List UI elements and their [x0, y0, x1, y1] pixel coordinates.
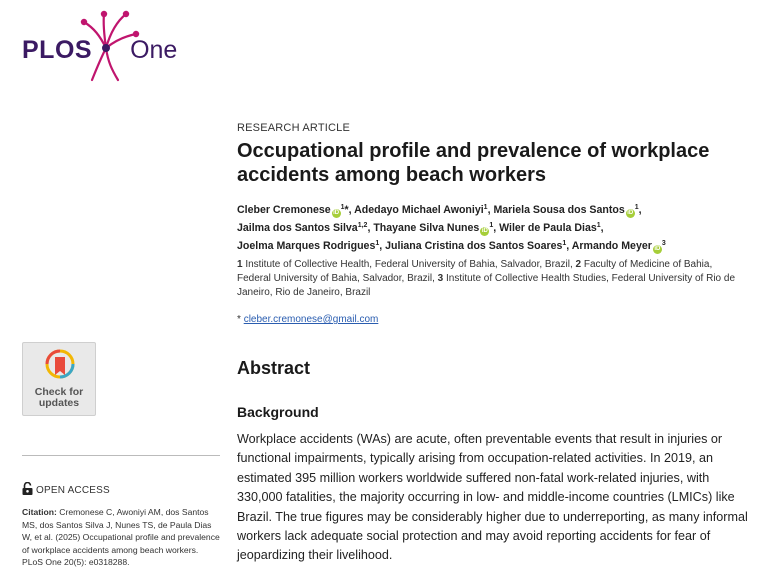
- check-for-updates-label: [23, 387, 95, 409]
- correspondence: [237, 314, 378, 325]
- author-separator: ,: [600, 222, 604, 234]
- author-separator: ,: [493, 222, 500, 234]
- author-separator: ,: [379, 240, 386, 252]
- author-affiliation-sup: 1: [489, 222, 494, 229]
- author-affiliation-sup: 1: [596, 222, 601, 229]
- open-access-text: OPEN ACCESS: [36, 485, 110, 496]
- affiliation-text: Institute of Collective Health Studies, Federal University of Rio de Janeiro, Rio de Janeiro, Brazil: [237, 273, 736, 298]
- author-name: Mariela Sousa dos Santos: [493, 204, 625, 216]
- citation-label: Citation:: [22, 507, 57, 517]
- check-for-updates-badge[interactable]: [22, 342, 96, 416]
- corresponding-marker: *: [344, 204, 349, 216]
- orcid-icon[interactable]: iD: [627, 210, 634, 216]
- author-affiliation-sup: 1: [483, 204, 488, 211]
- author-affiliation-sup: 1: [340, 204, 345, 211]
- affiliation-number: 2: [575, 259, 582, 270]
- affiliation-text: Faculty of Medicine of Bahia, Federal University of Bahia, Salvador, Brazil,: [237, 259, 713, 284]
- check-for-updates-line2: updates: [38, 397, 80, 409]
- author-affiliation-sup: 1: [634, 204, 639, 211]
- journal-logo[interactable]: [22, 8, 192, 83]
- author-affiliation-sup: 1,2: [357, 222, 368, 229]
- author[interactable]: [237, 222, 373, 234]
- author-separator: ,: [487, 204, 494, 216]
- abstract-heading: Abstract: [237, 358, 311, 378]
- author-list: [237, 200, 747, 254]
- author-name: Armando Meyer: [571, 240, 652, 252]
- orcid-icon[interactable]: iD: [654, 246, 661, 252]
- author[interactable]: [237, 204, 354, 216]
- author-separator: ,: [348, 204, 355, 216]
- affiliations: [237, 258, 747, 300]
- author-affiliation-sup: 1: [375, 240, 380, 247]
- author-name: Jailma dos Santos Silva: [237, 222, 358, 234]
- article-type: RESEARCH ARTICLE: [237, 122, 351, 134]
- affiliation-text: Institute of Collective Health, Federal University of Bahia, Salvador, Brazil,: [245, 259, 573, 270]
- abstract-background-text: Workplace accidents (WAs) are acute, often preventable events that result in injuries or functional impairments, typically arising from occupation-related activities. In 2019, an estimated 395 million workers worldwide suffered non-fatal work-related injuries, with 330,000 fatalities, the majority occurring in low- and middle-income countries (LMICs) like Brazil. The true figures may be considerably higher due to underreporting, as many informal workers lack adequate social protection and may avoid reporting accidents for fear of jeopardizing their livelihood.: [237, 432, 748, 563]
- orcid-icon[interactable]: iD: [481, 228, 488, 234]
- correspondence-email-link[interactable]: cleber.cremonese@gmail.com: [243, 314, 379, 325]
- author[interactable]: [354, 204, 493, 216]
- author[interactable]: [385, 240, 572, 252]
- author-name: Adedayo Michael Awoniyi: [354, 204, 484, 216]
- affiliation-number: 1: [237, 259, 243, 270]
- background-heading: Background: [237, 404, 319, 420]
- author[interactable]: [499, 222, 604, 234]
- author-separator: ,: [638, 204, 642, 216]
- check-for-updates-line1: Check for: [34, 386, 84, 398]
- affiliation-number: 3: [437, 273, 444, 284]
- open-access-label: [22, 482, 110, 496]
- author-name: Wiler de Paula Dias: [499, 222, 597, 234]
- author-name: Thayane Silva Nunes: [373, 222, 480, 234]
- author-affiliation-sup: 1: [562, 240, 567, 247]
- journal-name-regular: One: [130, 36, 178, 64]
- citation-block: [22, 506, 220, 569]
- author[interactable]: [237, 240, 385, 252]
- author-name: Joelma Marques Rodrigues: [237, 240, 376, 252]
- author-name: Cleber Cremonese: [237, 204, 331, 216]
- author-separator: ,: [367, 222, 374, 234]
- journal-name: [22, 36, 177, 65]
- author[interactable]: [572, 240, 666, 252]
- author-name: Juliana Cristina dos Santos Soares: [385, 240, 563, 252]
- article-title: Occupational profile and prevalence of workplace accidents among beach workers: [237, 140, 710, 186]
- author[interactable]: [493, 204, 641, 216]
- bookmark-ribbon-icon: [45, 349, 75, 383]
- journal-name-bold: PLOS: [22, 36, 93, 64]
- author-affiliation-sup: 3: [661, 240, 666, 247]
- author-separator: ,: [566, 240, 572, 252]
- open-lock-icon: [22, 482, 33, 495]
- correspondence-marker: *: [237, 314, 241, 325]
- citation-text: Cremonese C, Awoniyi AM, dos Santos MS, dos Santos Silva J, Nunes TS, de Paula Dias W, et al. (2025) Occupational profile and prevalence of workplace accidents among beach workers. PLoS One 20(5): e0318288.: [22, 507, 220, 568]
- sidebar-divider: [22, 455, 220, 456]
- author[interactable]: [373, 222, 499, 234]
- orcid-icon[interactable]: iD: [333, 210, 340, 216]
